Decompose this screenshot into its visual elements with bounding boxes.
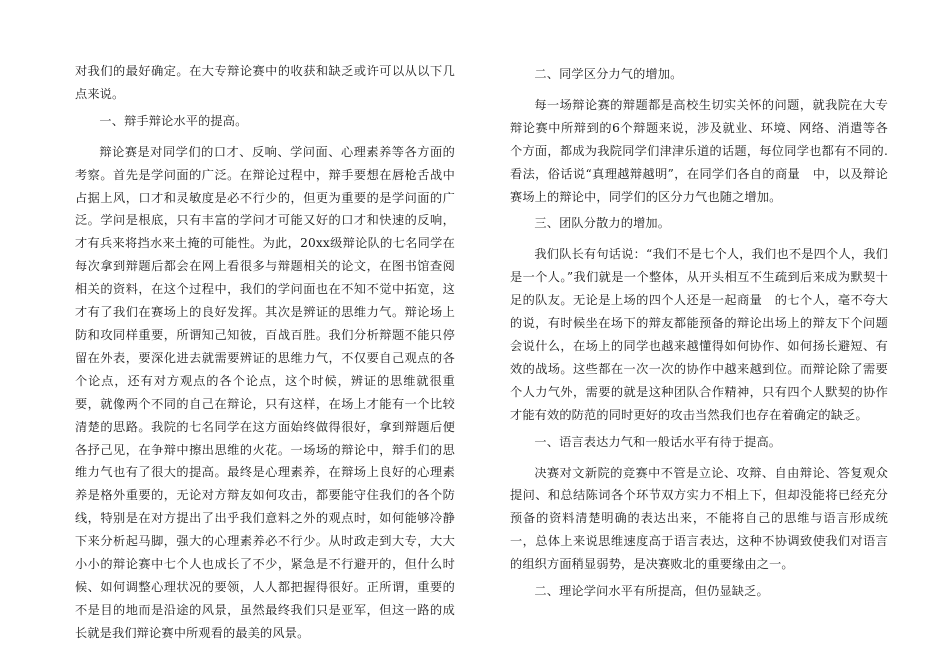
right-column [510, 60, 888, 611]
section-heading-language-expression: 一、语言表达力气和一般话水平有待于提高。 [534, 434, 782, 449]
language-expression-paragraph: 决赛对文新院的竞赛中不管是立论、攻辩、自由辩论、答复观众提问、和总结陈词各个环节双方实力不相上下，但却没能将已经充分预备的资料清楚明确的表达出来，不能将自己的思维与语言形成统一，总体上来说思维速度高于语言表达，这种不协调致使我们对语言的组织方面稍显弱势，是决赛败北的重要缘由之一。 [510, 465, 888, 572]
discernment-paragraph: 每一场辩论赛的辩题都是高校生切实关怀的问题，就我院在大专辩论赛中所辩到的6个辩题来说，涉及就业、环境、网络、消遣等各个方面，都成为我院同学们津津乐道的话题，每位同学也都有不同的.看法，俗话说“真理越辩越明”，在同学们各自的商量 中，以及辩论赛场上的辩论中，同学们的区分力气也随之增加。 [510, 97, 888, 204]
section-heading-theory-knowledge: 二、理论学问水平有所提高，但仍显缺乏。 [534, 584, 769, 599]
intro-paragraph: 对我们的最好确定。在大专辩论赛中的收获和缺乏或许可以从以下几点来说。 [75, 64, 455, 101]
section-heading-debater-level: 一、辩手辩论水平的提高。 [99, 113, 248, 128]
section-heading-team-cohesion: 三、团队分散力的增加。 [534, 216, 671, 231]
section-heading-discernment: 二、同学区分力气的增加。 [534, 67, 683, 81]
team-cohesion-paragraph: 我们队长有句话说：“我们不是七个人，我们也不是四个人，我们是一个人。”我们就是一个整体，从开头相互不生疏到后来成为默契十足的队友。无论是上场的四个人还是一起商量 的七个人，毫不夸大的说，有时候坐在场下的辩友都能预备的辩论出场上的辩友下个问题会说什么，在场上的同学也越来越懂得如何协作、如何扬长避短、有效的战场。这些都在一次一次的协作中越来越到位。而辩论除了需要个人力气外，需要的就是这种团队合作精神，只有四个人默契的协作才能有效的防范的同时更好的攻击当然我们也存在着确定的缺乏。 [510, 247, 888, 422]
left-column [75, 60, 455, 649]
debater-level-paragraph: 辩论赛是对同学们的口才、反响、学问面、心理素养等各方面的考察。首先是学问面的广泛。在辩论过程中，辩手要想在唇枪舌战中占据上风，口才和灵敏度是必不行少的，但更为重要的是学问面的广泛。学问是根底，只有丰富的学问才可能又好的口才和快速的反响，才有兵来将挡水来土掩的可能性。为此，20xx级辩论队的七名同学在每次拿到辩题后都会在网上看很多与辩题相关的论文，在图书馆查阅相关的资料，在这个过程中，我们的学问面也在不知不觉中拓宽，这才有了我们在赛场上的良好发挥。其次是辨证的思维力气。辩论场上防和攻同样重要，所谓知己知彼，百战百胜。我们分析辩题不能只停留在外表，要深化进去就需要辨证的思维力气，不仅要自己观点的各个论点，还有对方观点的各个论点，这个时候，辨证的思维就很重要，就像两个不同的自己在辩论，只有这样，在场上才能有一个比较清楚的思路。我院的七名同学在这方面始终做得很好，拿到辩题后便各抒己见，在争辩中擦出思维的火花。一场场的辩论中，辩手们的思维力气也有了很大的提高。最终是心理素养，在辩场上良好的心理素养是格外重要的，无论对方辩友如何攻击，都要能守住我们的各个防线，特别是在对方提出了出乎我们意料之外的观点时，如何能够冷静下来分析起马脚，强大的心理素养必不行少。从时政走到大专，大大小小的辩论赛中七个人也成长了不少，紧急是不行避开的，但什么时候、如何调整心理状况的要领，人人都把握得很好。正所谓，重要的不是目的地而是沿途的风景，虽然最终我们只是亚军，但这一路的成长就是我们辩论赛中所观看的最美的风景。 [75, 144, 455, 640]
